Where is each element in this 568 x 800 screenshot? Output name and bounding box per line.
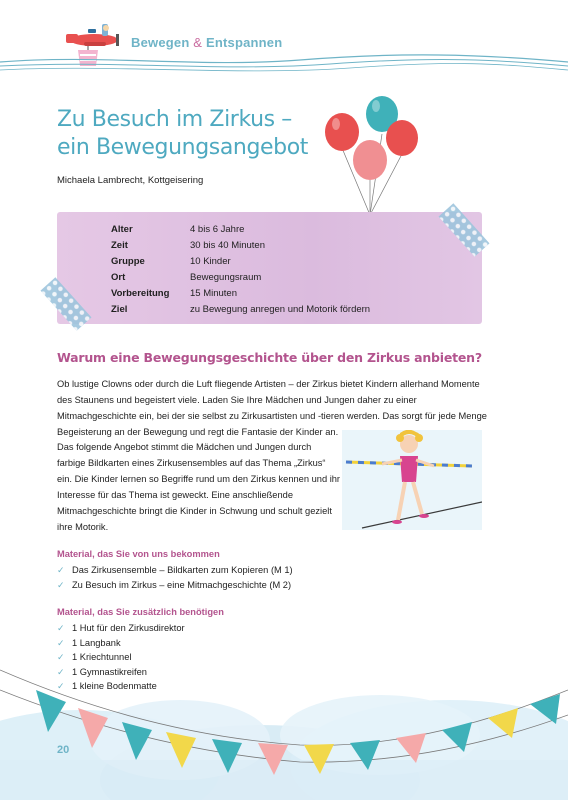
- section-ampersand: &: [193, 35, 203, 50]
- materials-provided-list: [57, 563, 293, 592]
- list-item: [57, 578, 293, 593]
- checkmark-icon: ✓: [57, 681, 65, 691]
- section-title: [131, 35, 282, 50]
- checkmark-icon: ✓: [57, 623, 65, 633]
- info-value-time: 30 bis 40 Minuten: [190, 240, 265, 251]
- list-item-text: 1 Kriechtunnel: [72, 652, 132, 662]
- list-item-text: 1 Langbank: [72, 637, 121, 648]
- checkmark-icon: ✓: [57, 637, 65, 648]
- info-label-prep: Vorbereitung: [111, 288, 170, 299]
- list-item: [57, 563, 293, 578]
- bunting-decoration: [0, 640, 568, 800]
- page-number: 20: [57, 744, 70, 756]
- gymnast-illustration: [342, 430, 482, 530]
- page-header: [0, 0, 568, 80]
- page-title-line-1: Zu Besuch im Zirkus –: [57, 107, 292, 132]
- page-title: [57, 106, 357, 162]
- info-value-prep: 15 Minuten: [190, 288, 238, 299]
- info-label-time: Zeit: [111, 240, 128, 251]
- info-value-age: 4 bis 6 Jahre: [190, 224, 245, 235]
- info-value-group: 10 Kinder: [190, 256, 231, 267]
- list-item: [57, 621, 185, 636]
- header-wave-lines: [0, 52, 568, 78]
- info-label-age: Alter: [111, 224, 133, 235]
- info-value-place: Bewegungsraum: [190, 272, 262, 283]
- checkmark-icon: ✓: [57, 652, 65, 662]
- page-title-line-2: ein Bewegungsangebot: [57, 135, 308, 160]
- section-word-1: Bewegen: [131, 35, 190, 50]
- checkmark-icon: ✓: [57, 666, 65, 677]
- info-label-group: Gruppe: [111, 256, 145, 267]
- intro-paragraph: Ob lustige Clowns oder durch die Luft fliegende Artisten – der Zirkus bietet Kindern allerhand Momente des Staunens und begeistert viele. Laden Sie Ihre Mädchen und Jungen daher zu einer Mitmachgeschichte ein, bei der sie selbst zu Zirkusartisten und -tieren werden. Das sorgt für jede Menge Begeisterung an der Bewegung und regt die Fantasie der Kinder an.: [57, 379, 487, 437]
- section-word-2: Entspannen: [205, 35, 283, 50]
- materials-needed-heading: Material, das Sie zusätzlich benötigen: [57, 607, 224, 617]
- list-item-text: 1 Gymnastikreifen: [72, 666, 147, 677]
- info-label-goal: Ziel: [111, 304, 128, 315]
- balloons-illustration: [320, 90, 430, 220]
- info-value-goal: zu Bewegung anregen und Motorik fördern: [190, 304, 371, 315]
- materials-provided-heading: Material, das Sie von uns bekommen: [57, 549, 220, 559]
- info-label-place: Ort: [111, 272, 126, 283]
- list-item-text: 1 Hut für den Zirkusdirektor: [72, 623, 185, 633]
- list-item-text: 1 kleine Bodenmatte: [72, 681, 157, 691]
- checkmark-icon: ✓: [57, 579, 65, 590]
- section-heading: Warum eine Bewegungsgeschichte über den Zirkus anbieten?: [57, 350, 482, 365]
- checkmark-icon: ✓: [57, 565, 65, 575]
- info-table: [111, 222, 490, 318]
- list-item-text: Zu Besuch im Zirkus – eine Mitmachgeschichte (M 2): [72, 579, 292, 590]
- description-paragraph: Das folgende Angebot stimmt die Mädchen und Jungen durch farbige Bildkarten eines Zirkusensembles auf das Thema „Zirkus“ ein. Die Kinder lernen so Begriffe rund um den Zirkus kennen und ihr Interesse für das Thema ist geweckt. Eine anschließende Mitmachgeschichte bringt die Kinder in Schwung und schult gezielt ihre Motorik.: [57, 442, 341, 532]
- author-line: Michaela Lambrecht, Kottgeisering: [57, 175, 204, 186]
- list-item-text: Das Zirkusensemble – Bildkarten zum Kopieren (M 1): [72, 565, 293, 575]
